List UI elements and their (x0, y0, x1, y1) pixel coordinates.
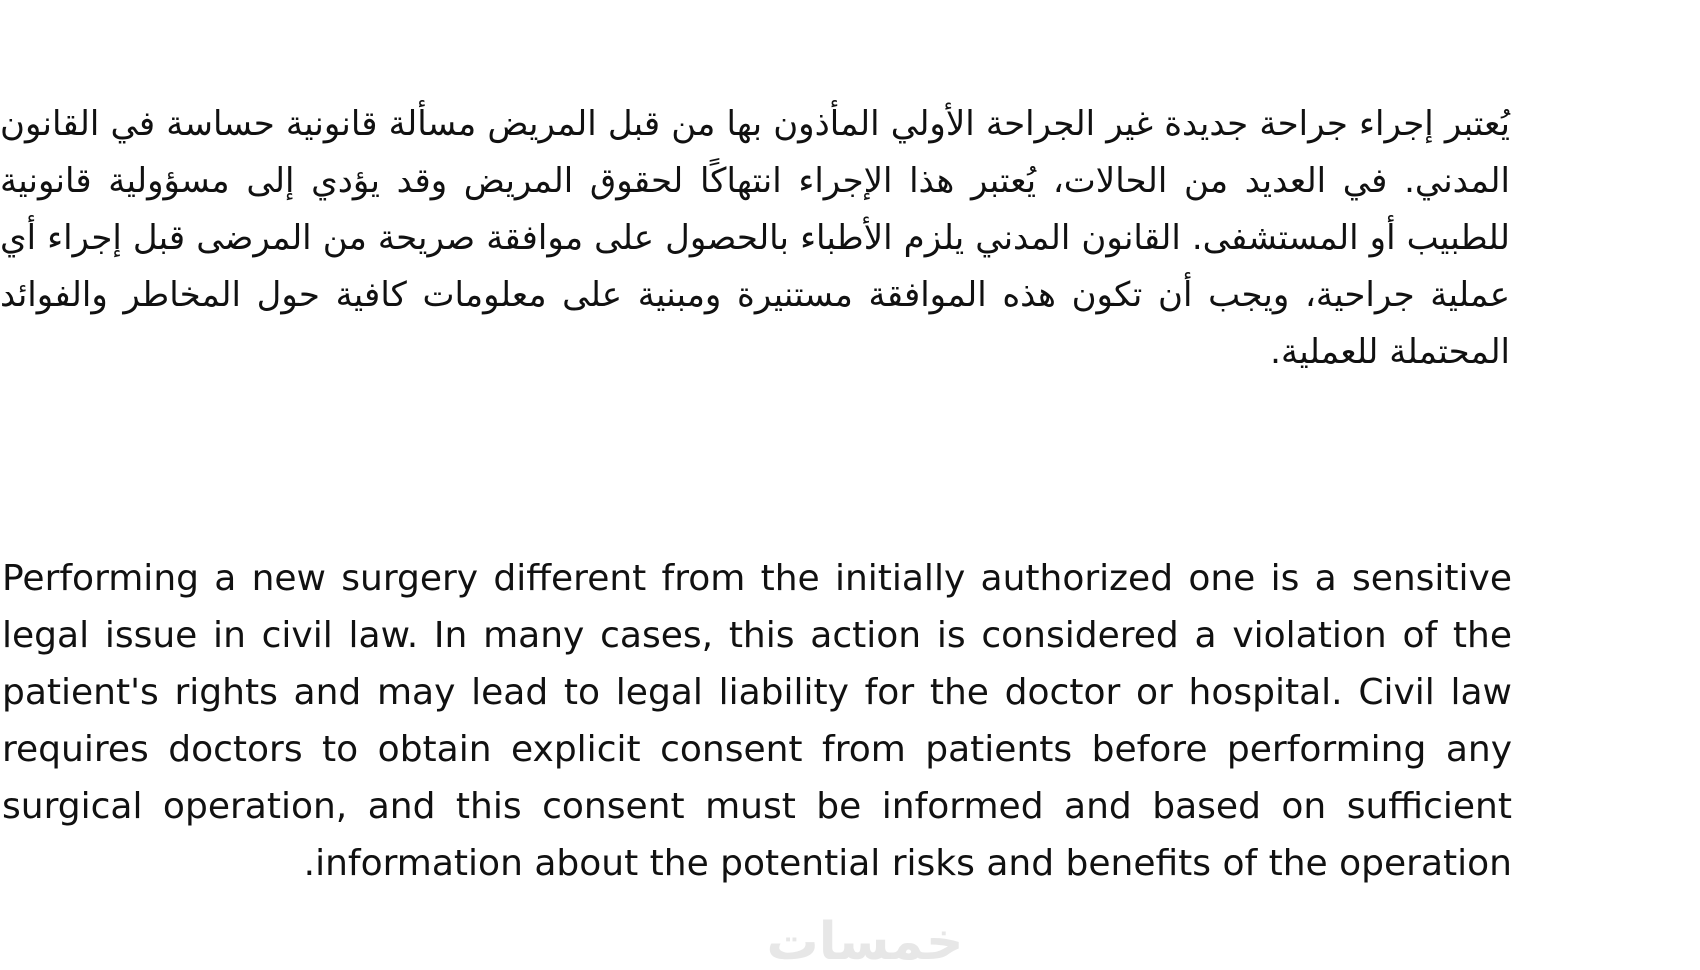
arabic-paragraph: يُعتبر إجراء جراحة جديدة غير الجراحة الأولي المأذون بها من قبل المريض مسألة قانونية حساسة في القانون المدني. في العديد من الحالات، يُعتبر هذا الإجراء انتهاكًا لحقوق المريض وقد يؤدي إلى مسؤولية قانونية للطبيب أو المستشفى. القانون المدني يلزم الأطباء بالحصول على موافقة صريحة من المرضى قبل إجراء أي عملية جراحية، ويجب أن تكون هذه الموافقة مستنيرة ومبنية على معلومات كافية حول المخاطر والفوائد المحتملة للعملية. (0, 104, 1510, 372)
khamsat-watermark: خمسات (766, 912, 964, 970)
english-paragraph: Performing a new surgery different from the initially authorized one is a sensitive legal issue in civil law. In many cases, this action is considered a violation of the patient's rights and may lead to legal liability for the doctor or hospital. Civil law requires doctors to obtain explicit consent from patients before performing any surgical operation, and this consent must be informed and based on sufficient information about the potential risks and benefits of the operation. (2, 558, 1512, 884)
